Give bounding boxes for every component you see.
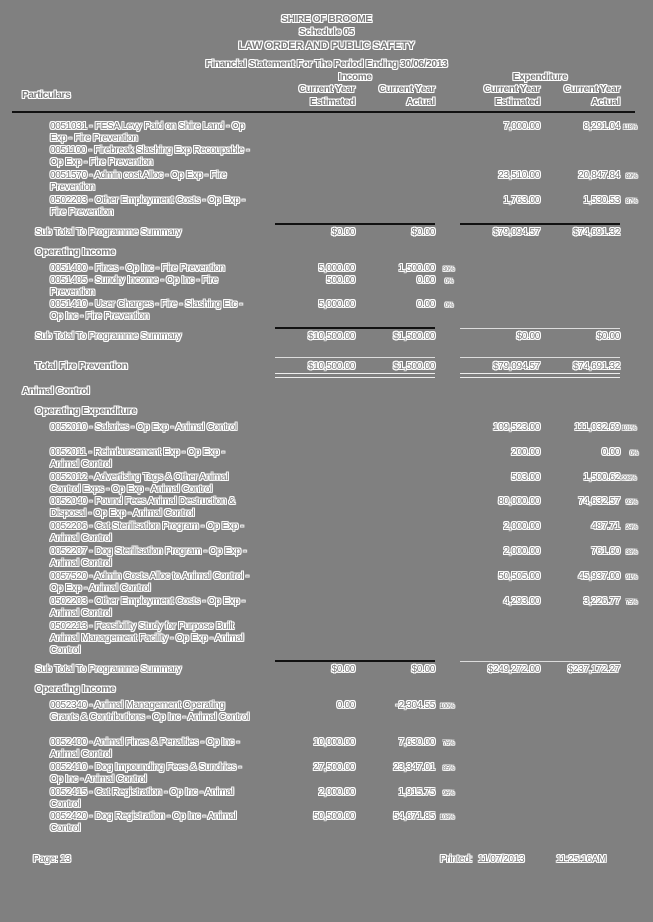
line-item-desc: 0052420 - Dog Registration - Op Inc - Animal Control [50,811,237,834]
subtotal-label: Sub Total To Programme Summary [35,664,182,675]
total-rule [460,357,620,358]
total-double-rule [275,373,435,378]
inc-act-subtotal: $0.00 [411,227,435,238]
pct-value: 101% [622,426,637,432]
exp-est-value: 2,000.00 [503,546,540,557]
pct-value: 100% [440,704,455,710]
pct-value: 30% [443,267,455,273]
particulars-header: Particulars [22,90,71,101]
inc-act-value: 7,630.00 [398,737,435,748]
exp-act-value: 1,500.62 [583,472,620,483]
exp-act-value: 761.60 [591,546,620,557]
section-heading: Operating Income [35,247,116,258]
inc-act-value: 54,671.85 [393,811,435,822]
line-item-desc: 0502203 - Other Employment Costs - Op Exp - Animal Control [50,596,245,619]
exp-est-header-2: Estimated [494,97,540,108]
line-item-desc: 0051405 - Sundry Income - Op Inc - Fire Prevention [50,275,218,298]
exp-act-value: 45,937.00 [578,571,620,582]
report-subtitle: Financial Statement For The Period Ending 30/06/2013 [205,59,448,70]
subtotal-rule [275,327,435,329]
inc-act-value: 1,915.75 [398,787,435,798]
section-heading: Operating Income [35,684,116,695]
exp-act-value: 20,847.84 [578,170,620,181]
exp-est-value: 23,510.00 [498,170,540,181]
exp-est-value: 80,000.00 [498,496,540,507]
exp-est-value: 7,000.00 [503,121,540,132]
exp-est-value: 109,523.00 [492,422,540,433]
inc-est-value: 500.00 [326,275,355,286]
exp-act-total: $74,691.32 [572,361,620,372]
inc-est-value: 27,500.00 [313,762,355,773]
pct-value: 298% [622,476,637,482]
pct-value: 93% [626,500,638,506]
line-item-desc: 0052012 - Advertising Tags & Other Animal Control Exps - Op Exp - Animal Control [50,472,229,495]
pct-value: 76% [443,741,455,747]
exp-est-value: 4,293.00 [503,596,540,607]
inc-act-total: $1,500.00 [393,361,435,372]
expenditure-group-header: Expenditure [512,72,568,83]
pct-value: 38% [626,550,638,556]
exp-act-value: 74,632.57 [578,496,620,507]
exp-act-value: 487.71 [591,521,620,532]
pct-value: 0% [445,279,454,285]
line-item-desc: 0052040 - Pound Fees Animal Destruction & Disposal - Op Exp - Animal Control [50,496,236,519]
subtotal-label: Sub Total To Programme Summary [35,331,182,342]
schedule-label: Schedule 05 [298,27,355,38]
exp-act-value: 0.00 [601,447,620,458]
subtotal-rule [275,660,435,662]
line-item-desc: 0051570 - Admin cost Alloc - Op Exp - Fire Prevention [50,170,227,193]
exp-act-value: 8,291.04 [583,121,620,132]
line-item-desc: 0502213 - Feasibility Study for Purpose Built Animal Management Facility - Op Exp - Animal Control [50,621,244,656]
subtotal-rule [275,223,435,225]
line-item-desc: 0057520 - Admin Costs Alloc to Animal Control - Op Exp - Animal Control [50,571,249,594]
inc-act-subtotal: $1,500.00 [393,331,435,342]
printed-time: 11:25:16AM [556,854,607,865]
pct-value: 118% [623,125,637,131]
line-item-desc: 0052400 - Animal Fines & Penalties - Op Inc - Animal Control [50,737,240,760]
exp-est-subtotal: $249,272.00 [487,664,540,675]
line-item-desc: 0052206 - Cat Sterilisation Program - Op Exp - Animal Control [50,521,244,544]
exp-act-subtotal: $74,691.32 [572,227,620,238]
line-item-desc: 0051410 - User Charges - Fire - Slashing Etc - Op Inc - Fire Prevention [50,299,243,322]
pct-value: 0% [445,303,454,309]
inc-act-value: 23,347.01 [393,762,435,773]
inc-est-value: 10,000.00 [313,737,355,748]
subtotal-rule [460,661,620,662]
inc-est-value: 0.00 [336,700,355,711]
inc-act-header-1: Current Year [378,84,435,95]
subtotal-rule [460,223,620,225]
line-item-desc: 0052010 - Salaries - Op Exp - Animal Control [50,422,237,433]
inc-est-subtotal: $0.00 [331,664,355,675]
exp-est-value: 2,000.00 [503,521,540,532]
line-item-desc: 0052340 - Animal Management Operating Grants & Contributions - Op Inc - Animal Control [50,700,250,723]
subtotal-rule [460,328,620,329]
line-item-desc: 0052410 - Dog Impounding Fees & Sundries - Op Inc - Animal Control [50,762,242,785]
exp-act-value: 3,226.77 [583,596,620,607]
exp-act-subtotal: $0.00 [596,331,620,342]
exp-est-value: 503.00 [511,472,540,483]
line-item-desc: 0052207 - Dog Sterilisation Program - Op Exp - Animal Control [50,546,247,569]
inc-est-header-1: Current Year [298,84,355,95]
total-rule [275,357,435,358]
line-item-desc: 0052415 - Cat Registration - Op Inc - Animal Control [50,787,234,810]
pct-value: 85% [443,766,455,772]
inc-act-value: -2,304.55 [395,700,435,711]
exp-act-subtotal: $237,172.27 [567,664,620,675]
exp-act-header-2: Actual [591,97,620,108]
pct-value: 96% [443,791,455,797]
inc-est-total: $10,500.00 [307,361,355,372]
inc-act-value: 0.00 [416,275,435,286]
subtotal-label: Sub Total To Programme Summary [35,227,182,238]
pct-value: 0% [630,451,639,457]
total-label: Total Fire Prevention [35,361,128,372]
total-double-rule [460,373,620,378]
inc-est-subtotal: $0.00 [331,227,355,238]
pct-value: 24% [626,525,638,531]
inc-act-subtotal: $0.00 [411,664,435,675]
pct-value: 75% [626,600,638,606]
inc-act-value: 1,500.00 [398,263,435,274]
inc-est-value: 2,000.00 [318,787,355,798]
pct-value: 91% [626,575,638,581]
printed-date: 11/07/2013 [478,854,525,865]
org-name: SHIRE OF BROOME [281,14,372,25]
report-title: LAW ORDER AND PUBLIC SAFETY [238,40,415,52]
exp-act-value: 111,032.69 [574,422,620,433]
pct-value: 89% [626,174,638,180]
inc-est-value: 5,000.00 [318,299,355,310]
inc-est-subtotal: $10,500.00 [307,331,355,342]
exp-est-subtotal: $79,094.57 [492,227,540,238]
line-item-desc: 0051400 - Fines - Op Inc - Fire Prevention [50,263,225,274]
line-item-desc: 0502203 - Other Employment Costs - Op Exp - Fire Prevention [50,195,245,218]
inc-est-value: 50,500.00 [313,811,355,822]
pct-value: 87% [626,199,638,205]
exp-est-total: $79,094.57 [492,361,540,372]
exp-act-header-1: Current Year [563,84,620,95]
section-title: Animal Control [22,386,90,397]
printed-label: Printed: [440,854,473,865]
line-item-desc: 0051100 - Firebreak Slashing Exp Recoupable - Op Exp - Fire Prevention [50,145,250,168]
income-group-header: Income [338,72,372,83]
exp-est-value: 1,763.00 [503,195,540,206]
page-number: Page: 13 [33,854,71,865]
exp-est-value: 50,505.00 [498,571,540,582]
header-divider [12,111,635,113]
exp-est-header-1: Current Year [483,84,540,95]
line-item-desc: 0051031 - FESA Levy Paid on Shire Land - Op Exp - Fire Prevention [50,121,245,144]
exp-act-value: 1,530.53 [583,195,620,206]
inc-est-value: 5,000.00 [318,263,355,274]
exp-est-subtotal: $0.00 [516,331,540,342]
inc-act-header-2: Actual [406,97,435,108]
line-item-desc: 0052011 - Reimbursement Exp - Op Exp - Animal Control [50,447,225,470]
exp-est-value: 200.00 [511,447,540,458]
inc-est-header-2: Estimated [309,97,355,108]
section-heading: Operating Expenditure [35,406,137,417]
inc-act-value: 0.00 [416,299,435,310]
pct-value: 108% [440,815,455,821]
